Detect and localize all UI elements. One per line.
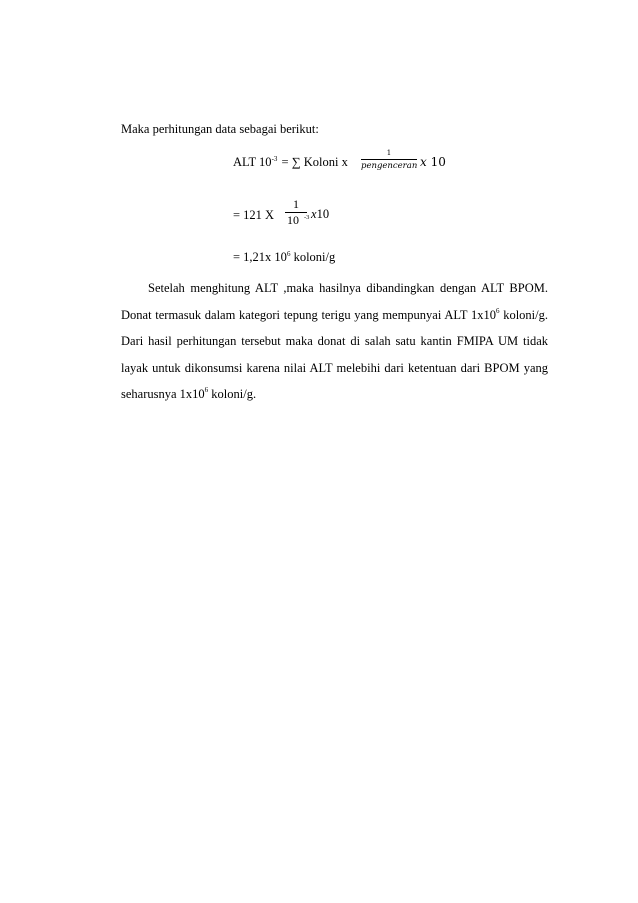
eq1-lhs-exponent: -3 [271, 155, 278, 163]
eq1-lhs: ALT 10 [233, 155, 272, 169]
eq3-exponent: 6 [286, 250, 291, 258]
eq1-tail-number: 10 [426, 155, 446, 169]
intro-text: Maka perhitungan data sebagai berikut: [121, 122, 319, 136]
eq3-suffix: koloni/g [290, 250, 336, 264]
equation-alt-formula [233, 155, 348, 170]
eq1-fraction-numerator: 1 [386, 149, 392, 157]
eq2-fraction [285, 197, 310, 227]
equation-substitution: = 121 X [233, 208, 275, 222]
eq1-tail-x: x [420, 155, 427, 169]
equation-result [233, 250, 335, 265]
paragraph-part-3: koloni/g. [208, 387, 257, 401]
eq1-middle: = ∑ Koloni x [278, 155, 348, 169]
eq1-tail [420, 155, 446, 169]
eq1-fraction-bar [361, 159, 417, 160]
eq2-tail-x: x [311, 207, 317, 221]
eq2-fraction-numerator: 1 [293, 197, 299, 211]
eq2-tail [311, 207, 329, 222]
eq1-fraction [361, 149, 417, 171]
eq3-prefix: = 1,21x 10 [233, 250, 287, 264]
eq2-fraction-exponent: -3 [304, 214, 310, 221]
conclusion-paragraph [121, 275, 548, 408]
paragraph-part-1: Setelah menghitung ALT ,maka hasilnya dibandingkan dengan ALT BPOM. Donat termasuk dalam kategori tepung terigu yang mempunyai ALT 1x10 [121, 281, 548, 322]
eq1-fraction-denominator: pengenceran [361, 161, 418, 171]
eq2-tail-number: 10 [316, 207, 330, 221]
eq2-fraction-denominator: 10 [287, 213, 299, 227]
paragraph-exponent-2: 6 [204, 386, 209, 394]
paragraph-exponent-1: 6 [496, 306, 500, 315]
paragraph-part-2: koloni/g. Dari hasil perhitungan tersebut maka donat di salah satu kantin FMIPA UM tidak layak untuk dikonsumsi karena nilai ALT melebihi dari ketentuan dari BPOM yang seharusnya 1x10 [121, 307, 549, 401]
